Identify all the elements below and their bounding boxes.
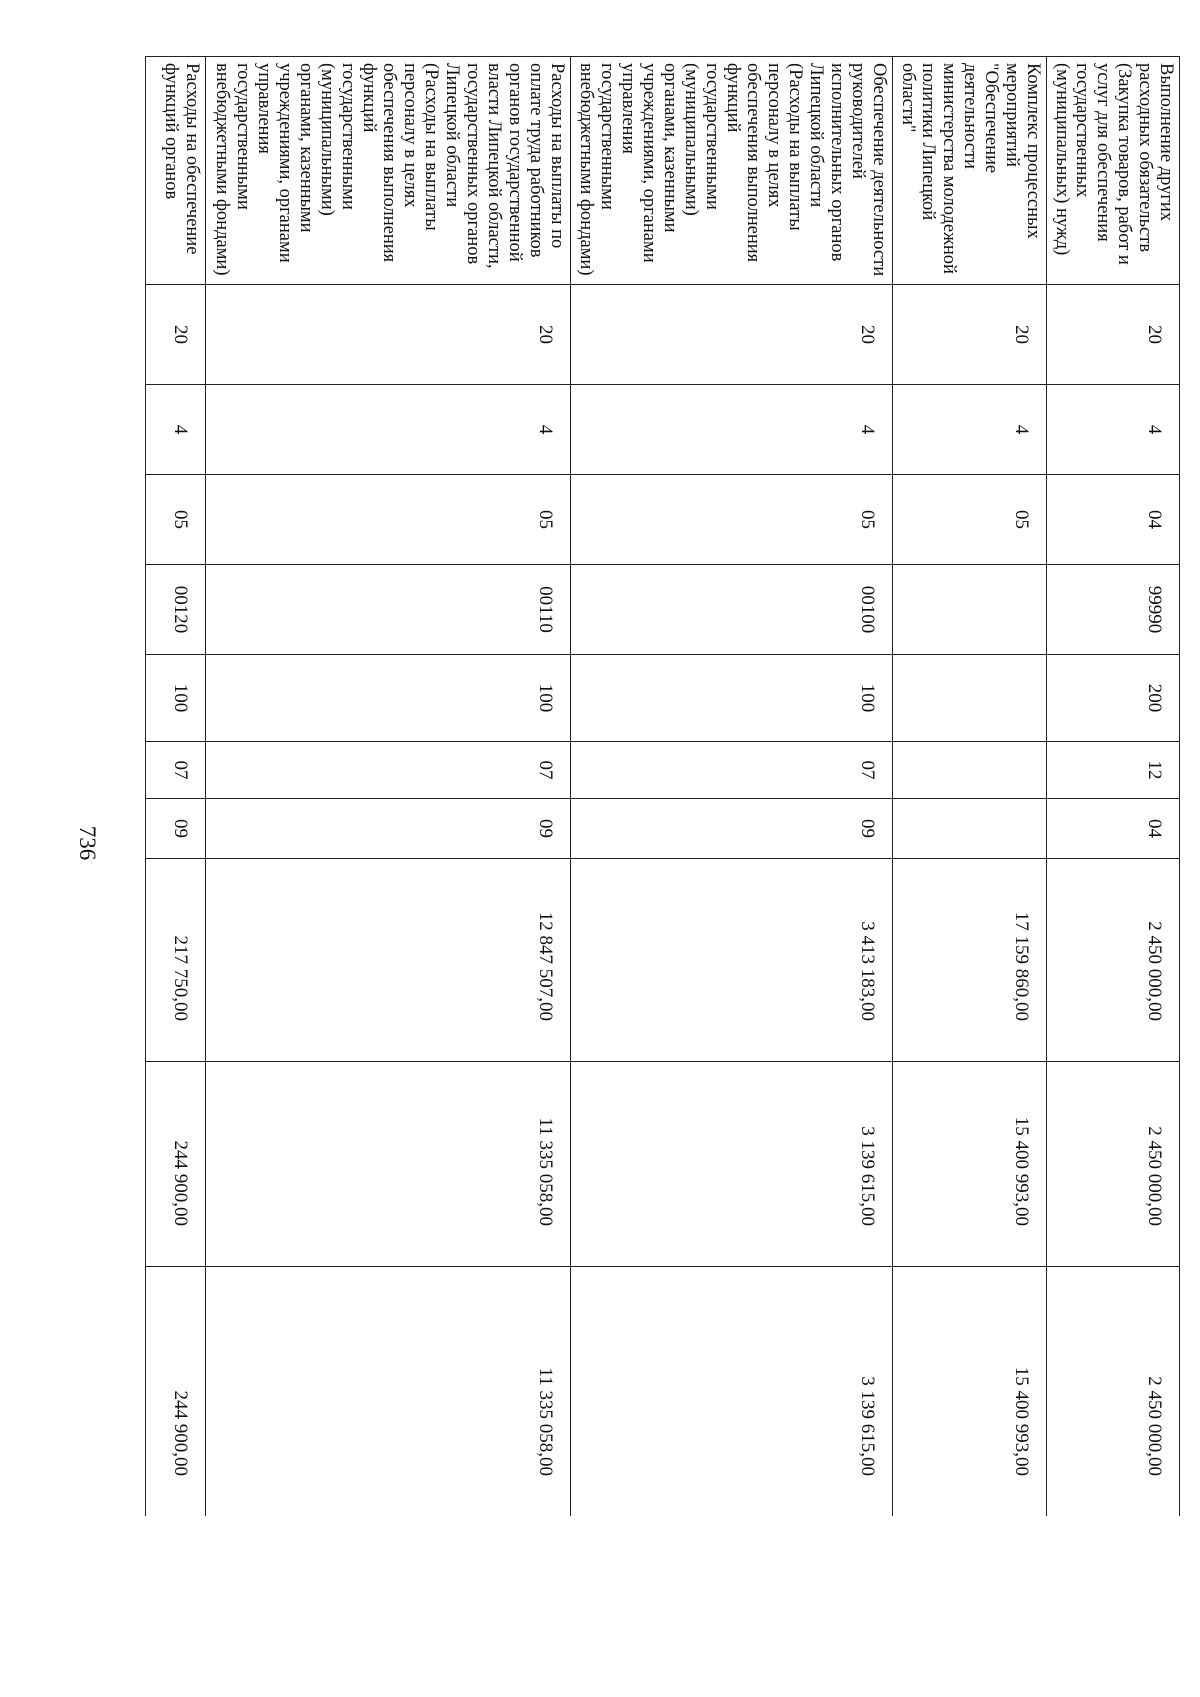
cell-code-6: 12 (1046, 742, 1179, 799)
cell-amount-3: 3 139 615,00 (570, 1267, 892, 1517)
row-name: Расходы на обеспечение функций органов (146, 57, 206, 285)
row-name: Расходы на выплаты по оплате труда работников органов государственной власти Липецкой области, государственных органов Липецкой области (Расходы на выплаты персоналу в целях обеспечения выполнения функций государственными (муниципальными) органами, казенными учреждениями, органами управления государственными внебюджетными фондами) (206, 57, 570, 285)
table-row (206, 57, 570, 1517)
cell-code-3: 05 (146, 475, 206, 565)
cell-code-6 (892, 742, 1046, 799)
cell-amount-3: 15 400 993,00 (892, 1267, 1046, 1517)
cell-code-3: 05 (892, 475, 1046, 565)
cell-code-2: 4 (892, 385, 1046, 475)
cell-code-5: 200 (1046, 655, 1179, 742)
cell-amount-1: 2 450 000,00 (1046, 859, 1179, 1062)
cell-code-1: 20 (1046, 285, 1179, 385)
cell-amount-1: 12 847 507,00 (206, 859, 570, 1062)
cell-code-3: 04 (1046, 475, 1179, 565)
row-name: Выполнение других расходных обязательств (Закупка товаров, работ и услуг для обеспечения государственных (муниципальных) нужд) (1046, 57, 1179, 285)
table-row (1046, 57, 1179, 1517)
cell-code-1: 20 (570, 285, 892, 385)
cell-code-2: 4 (206, 385, 570, 475)
cell-code-1: 20 (892, 285, 1046, 385)
cell-code-2: 4 (146, 385, 206, 475)
cell-amount-1: 217 750,00 (146, 859, 206, 1062)
cell-code-4 (892, 565, 1046, 655)
cell-amount-2: 11 335 058,00 (206, 1062, 570, 1267)
cell-code-4: 00110 (206, 565, 570, 655)
cell-code-7: 09 (206, 799, 570, 859)
table-row (146, 57, 206, 1517)
row-name: Обеспечение деятельности руководителей исполнительных органов Липецкой области (Расходы на выплаты персоналу в целях обеспечения выполнения функций государственными (муниципальными) органами, казенными учреждениями, органами управления государственными внебюджетными фондами) (570, 57, 892, 285)
cell-amount-2: 3 139 615,00 (570, 1062, 892, 1267)
cell-code-5: 100 (206, 655, 570, 742)
cell-code-1: 20 (146, 285, 206, 385)
cell-code-4: 00100 (570, 565, 892, 655)
cell-amount-3: 244 900,00 (146, 1267, 206, 1517)
cell-code-3: 05 (206, 475, 570, 565)
budget-table-container (145, 56, 1180, 1516)
cell-amount-3: 11 335 058,00 (206, 1267, 570, 1517)
cell-amount-1: 17 159 860,00 (892, 859, 1046, 1062)
cell-code-7: 09 (570, 799, 892, 859)
cell-amount-2: 2 450 000,00 (1046, 1062, 1179, 1267)
table-row (892, 57, 1046, 1517)
budget-table (145, 56, 1180, 1516)
cell-code-5: 100 (146, 655, 206, 742)
cell-amount-2: 244 900,00 (146, 1062, 206, 1267)
cell-code-7: 04 (1046, 799, 1179, 859)
cell-amount-3: 2 450 000,00 (1046, 1267, 1179, 1517)
cell-code-5 (892, 655, 1046, 742)
cell-code-6: 07 (570, 742, 892, 799)
cell-code-5: 100 (570, 655, 892, 742)
cell-code-4: 99990 (1046, 565, 1179, 655)
cell-code-2: 4 (570, 385, 892, 475)
cell-code-2: 4 (1046, 385, 1179, 475)
cell-code-7: 09 (146, 799, 206, 859)
cell-code-3: 05 (570, 475, 892, 565)
cell-code-6: 07 (146, 742, 206, 799)
cell-amount-1: 3 413 183,00 (570, 859, 892, 1062)
cell-amount-2: 15 400 993,00 (892, 1062, 1046, 1267)
cell-code-1: 20 (206, 285, 570, 385)
cell-code-6: 07 (206, 742, 570, 799)
row-name: Комплекс процессных мероприятий "Обеспечение деятельности министерства молодежной политики Липецкой области" (892, 57, 1046, 285)
cell-code-7 (892, 799, 1046, 859)
cell-code-4: 00120 (146, 565, 206, 655)
table-row (570, 57, 892, 1517)
page-number: 736 (75, 825, 100, 861)
